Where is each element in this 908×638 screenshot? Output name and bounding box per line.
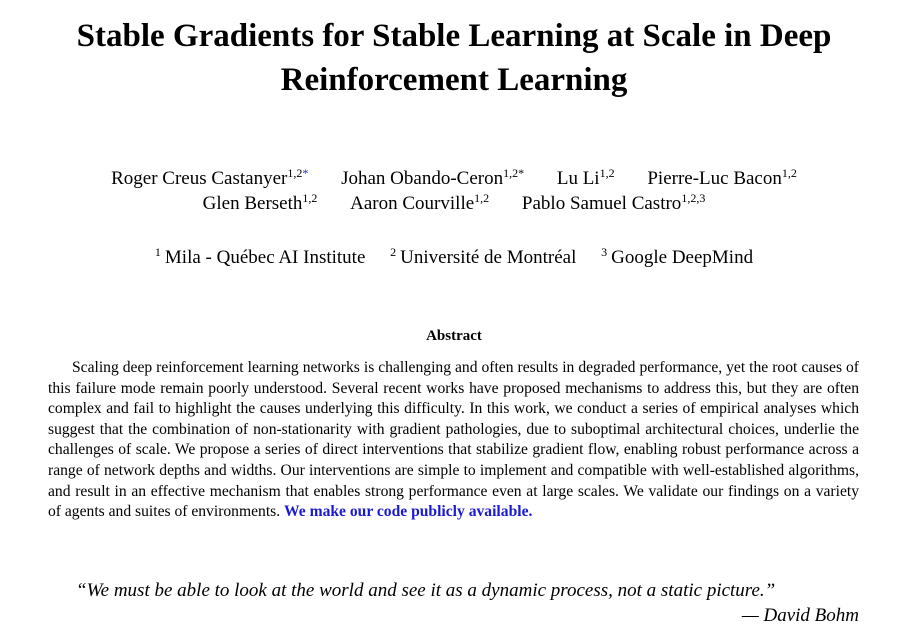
author-affil-marker: 1,2 (302, 191, 318, 205)
author-name: Roger Creus Castanyer (111, 168, 288, 189)
author (647, 166, 797, 191)
author-affil-marker: 1,2 (503, 166, 519, 180)
affiliation (601, 245, 753, 270)
author-line-2 (0, 191, 908, 216)
author (522, 191, 705, 216)
author-affil-marker: 1,2,3 (681, 191, 706, 205)
affiliation-name: Mila - Québec AI Institute (164, 247, 366, 268)
abstract-body (48, 358, 859, 523)
affiliation-number: 1 (154, 245, 161, 259)
author-name: Johan Obando-Ceron (341, 168, 504, 189)
affiliation-name: Google DeepMind (611, 247, 754, 268)
code-availability-link[interactable]: We make our code publicly available. (284, 503, 533, 521)
epigraph-attribution: — David Bohm (741, 605, 859, 626)
author-affil-marker: 1,2 (599, 166, 615, 180)
author-affil-marker: 1,2 (287, 166, 303, 180)
author-name: Lu Li (556, 168, 600, 189)
affiliation (390, 245, 576, 270)
epigraph (48, 578, 859, 628)
equal-contribution-marker[interactable]: * (302, 166, 309, 180)
author (341, 166, 524, 191)
author (111, 166, 308, 191)
author-name: Pablo Samuel Castro (521, 193, 682, 214)
author (350, 191, 489, 216)
equal-contribution-marker: * (518, 166, 525, 180)
abstract-heading: Abstract (426, 328, 482, 344)
author-name: Glen Berseth (202, 193, 303, 214)
author-affil-marker: 1,2 (781, 166, 797, 180)
author-name: Pierre-Luc Bacon (647, 168, 782, 189)
affiliation-number: 2 (390, 245, 397, 259)
author-name: Aaron Courville (350, 193, 475, 214)
affiliation-name: Université de Montréal (400, 247, 577, 268)
paper-title: Stable Gradients for Stable Learning at Scale in Deep Reinforcement Learning (76, 18, 832, 98)
epigraph-quote: “We must be able to look at the world and see it as a dynamic process, not a static picture.” (76, 580, 776, 601)
author-affil-marker: 1,2 (474, 191, 490, 205)
author (203, 191, 318, 216)
author (557, 166, 615, 191)
affiliation (155, 245, 366, 270)
affiliation-list (0, 245, 908, 270)
abstract-text: Scaling deep reinforcement learning networks is challenging and often results in degraded performance, yet the root causes of this failure mode remain poorly understood. Several recent works have proposed mechanisms to address this, but they are often complex and fail to highlight the causes underlying this difficulty. In this work, we conduct a series of empirical analyses which suggest that the combination of non-stationarity with gradient pathologies, due to suboptimal architectural choices, underlie the challenges of scale. We propose a series of direct interventions that stabilize gradient flow, enabling robust performance across a range of network depths and widths. Our interventions are simple to implement and compatible with well-established algorithms, and result in an effective mechanism that enables strong performance even at large scales. We validate our findings on a variety of agents and suites of environments. (48, 359, 859, 521)
author-list (0, 166, 908, 216)
affiliation-number: 3 (601, 245, 608, 259)
author-line-1 (0, 166, 908, 191)
